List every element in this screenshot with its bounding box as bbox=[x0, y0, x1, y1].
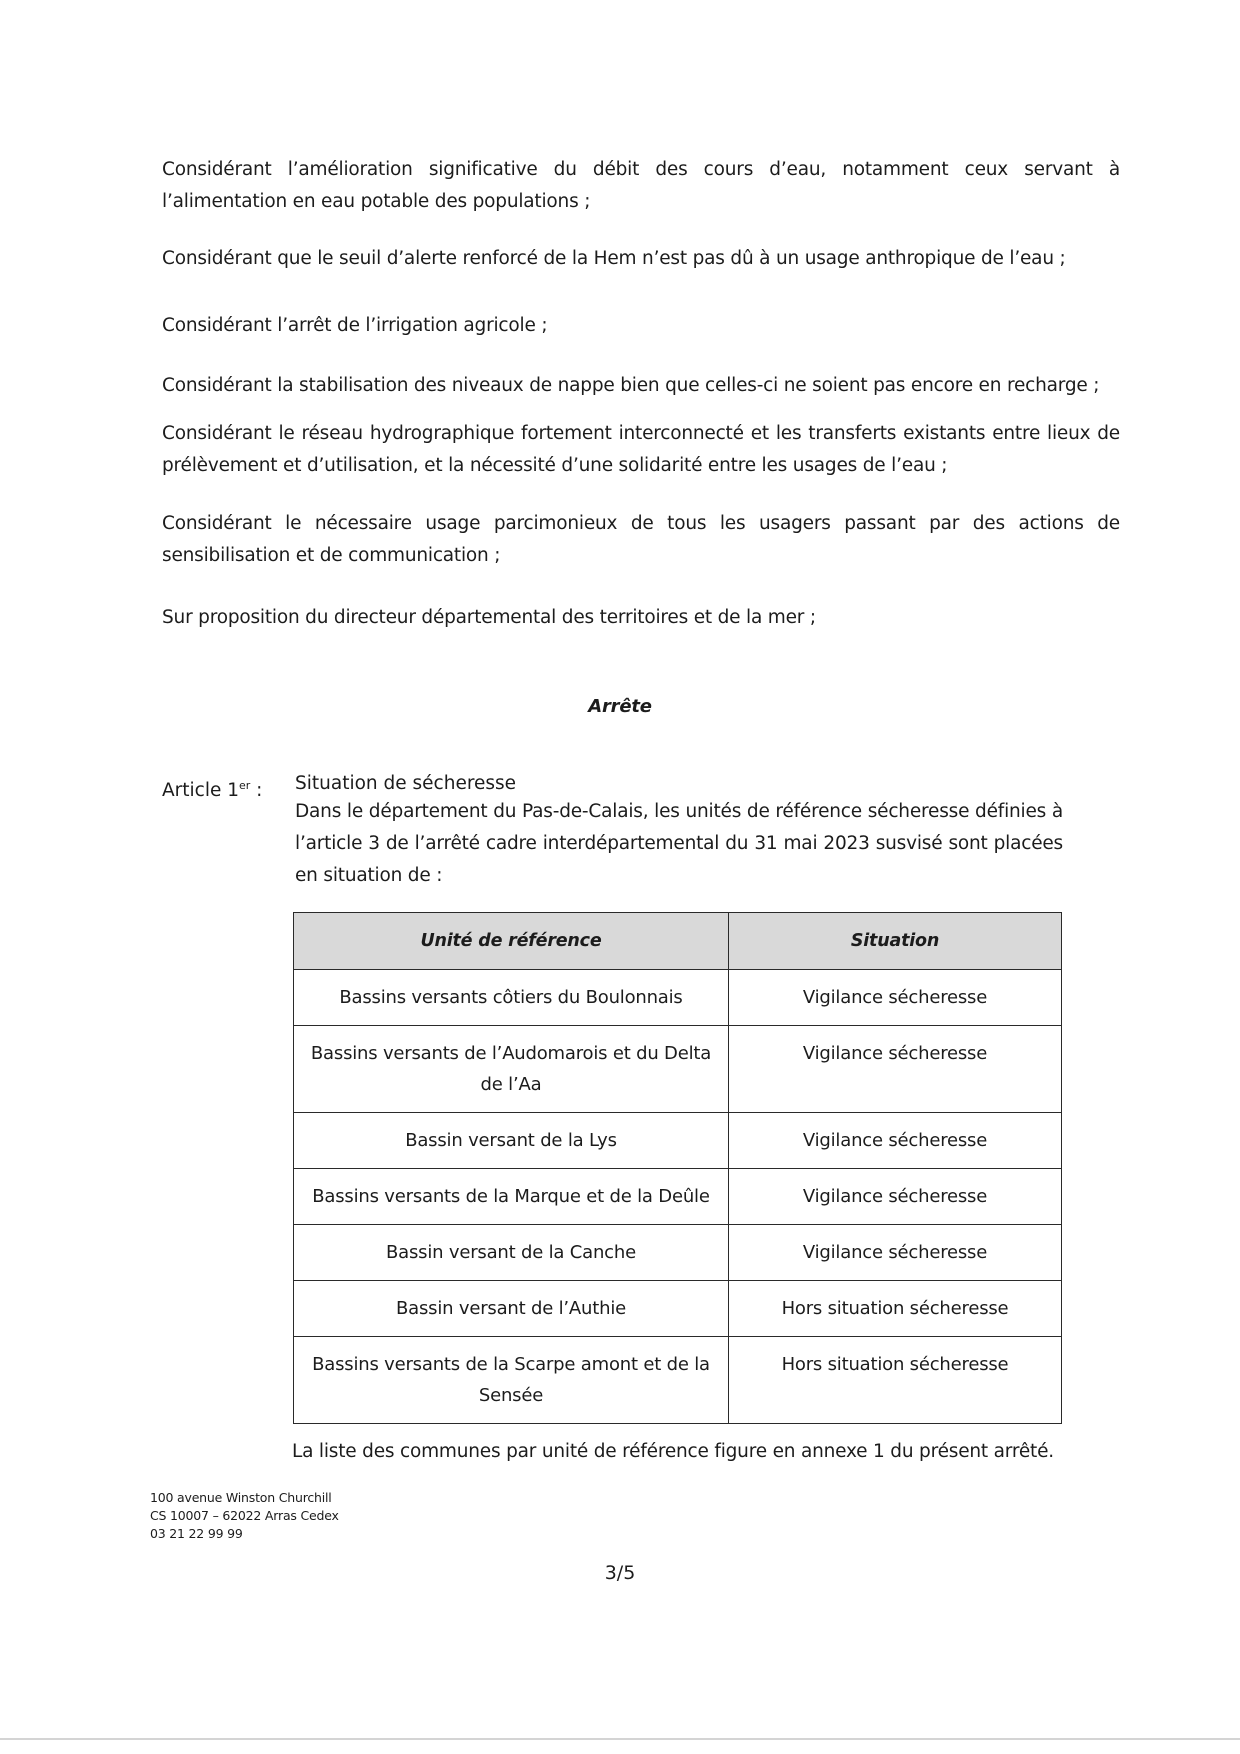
considerant-paragraph: Considérant la stabilisation des niveaux de nappe bien que celles-ci ne soient pas encore en recharge ; bbox=[162, 375, 1100, 396]
cell-situation: Vigilance sécheresse bbox=[729, 1169, 1062, 1225]
cell-situation: Hors situation sécheresse bbox=[729, 1281, 1062, 1337]
table-row bbox=[294, 970, 1062, 1026]
considerant-paragraph: Considérant le nécessaire usage parcimonieux de tous les usagers passant par des actions de sensibilisation et de communication ; bbox=[162, 513, 1120, 566]
header-situation: Situation bbox=[729, 913, 1062, 970]
cell-situation: Vigilance sécheresse bbox=[729, 1113, 1062, 1169]
cell-unit: Bassin versant de la Lys bbox=[294, 1113, 729, 1169]
cell-unit: Bassins versants de l’Audomarois et du Delta de l’Aa bbox=[294, 1026, 729, 1113]
cell-situation: Vigilance sécheresse bbox=[729, 970, 1062, 1026]
considerant-paragraph: Considérant le réseau hydrographique fortement interconnecté et les transferts existants entre lieux de prélèvement et d’utilisation, et la nécessité d’une solidarité entre les usages de l’eau ; bbox=[162, 423, 1120, 476]
article-colon: : bbox=[250, 780, 263, 801]
considerant-paragraph: Considérant l’arrêt de l’irrigation agricole ; bbox=[162, 315, 548, 336]
article-label bbox=[162, 770, 262, 807]
header-unite: Unité de référence bbox=[294, 913, 729, 970]
cell-unit: Bassins versants de la Scarpe amont et de la Sensée bbox=[294, 1337, 729, 1424]
table-row bbox=[294, 1026, 1062, 1113]
cell-situation: Hors situation sécheresse bbox=[729, 1337, 1062, 1424]
cell-unit: Bassins versants côtiers du Boulonnais bbox=[294, 970, 729, 1026]
cell-situation: Vigilance sécheresse bbox=[729, 1026, 1062, 1113]
address-street: 100 avenue Winston Churchill bbox=[150, 1490, 332, 1505]
table-header-row bbox=[294, 913, 1062, 970]
situation-table bbox=[293, 912, 1062, 1424]
article-number: Article 1 bbox=[162, 780, 239, 801]
scan-edge-divider bbox=[0, 1738, 1240, 1740]
page-number: 3/5 bbox=[604, 1562, 636, 1584]
cell-unit: Bassins versants de la Marque et de la Deûle bbox=[294, 1169, 729, 1225]
article-body: Dans le département du Pas-de-Calais, les unités de référence sécheresse définies à l’article 3 de l’arrêté cadre interdépartemental du 31 mai 2023 susvisé sont placées en situation de : bbox=[295, 801, 1063, 886]
table-row bbox=[294, 1169, 1062, 1225]
address-phone: 03 21 22 99 99 bbox=[150, 1526, 243, 1541]
table-row bbox=[294, 1337, 1062, 1424]
table-row bbox=[294, 1281, 1062, 1337]
annex-note: La liste des communes par unité de référence figure en annexe 1 du présent arrêté. bbox=[292, 1441, 1054, 1462]
address-postal: CS 10007 – 62022 Arras Cedex bbox=[150, 1508, 339, 1523]
table-row bbox=[294, 1225, 1062, 1281]
cell-unit: Bassin versant de l’Authie bbox=[294, 1281, 729, 1337]
article-ordinal: er bbox=[239, 779, 251, 792]
considerant-paragraph: Considérant que le seuil d’alerte renforcé de la Hem n’est pas dû à un usage anthropique de l’eau ; bbox=[162, 248, 1066, 269]
considerant-paragraph: Considérant l’amélioration significative du débit des cours d’eau, notamment ceux servant à l’alimentation en eau potable des populations ; bbox=[162, 159, 1120, 212]
table-row bbox=[294, 1113, 1062, 1169]
arrete-heading: Arrête bbox=[588, 696, 652, 717]
cell-situation: Vigilance sécheresse bbox=[729, 1225, 1062, 1281]
cell-unit: Bassin versant de la Canche bbox=[294, 1225, 729, 1281]
proposition-paragraph: Sur proposition du directeur départemental des territoires et de la mer ; bbox=[162, 607, 816, 628]
footer-address bbox=[150, 1489, 339, 1543]
article-title: Situation de sécheresse bbox=[295, 773, 517, 794]
